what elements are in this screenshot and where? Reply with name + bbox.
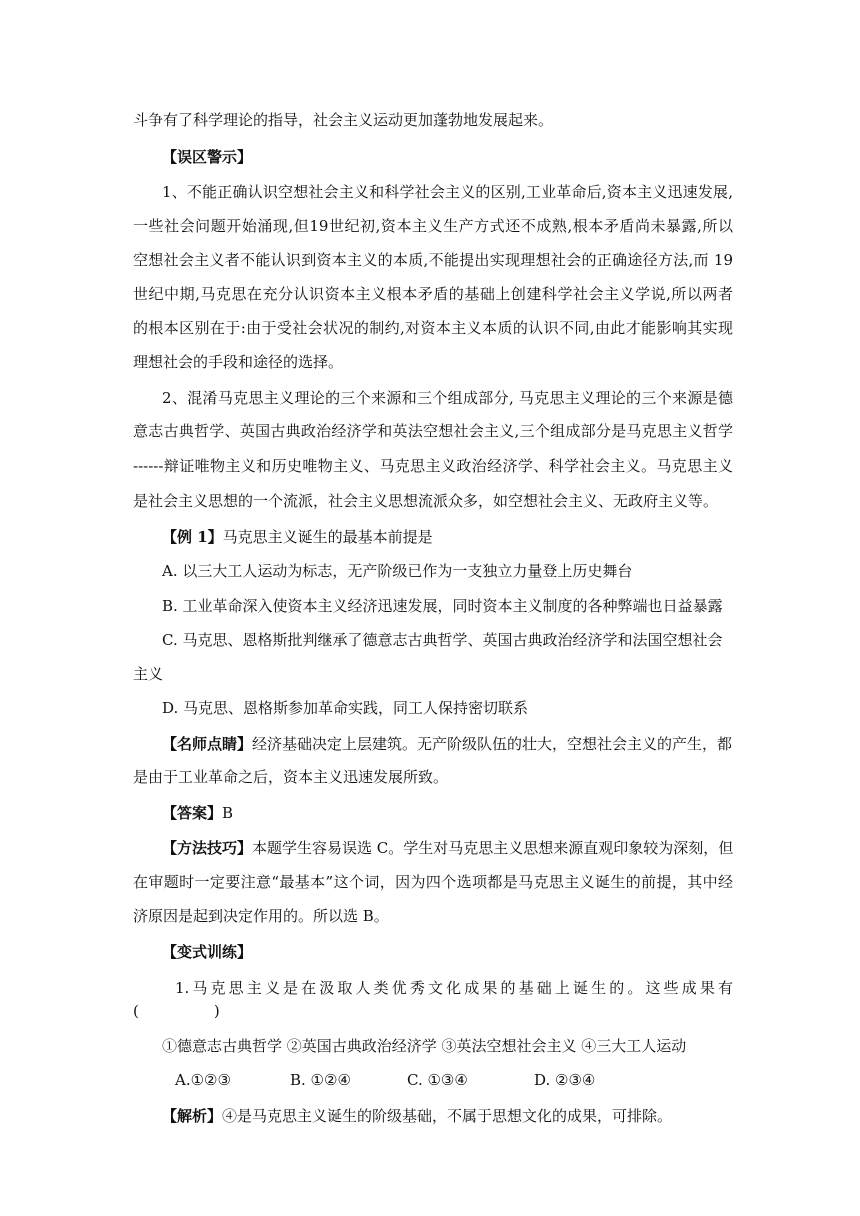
teacher-comment-line: 是由于工业革命之后，资本主义迅速发展所致。 [133,768,449,786]
teacher-comment [162,734,733,754]
method-tip [162,838,733,858]
misconception-2-line: 意志古典哲学、英国古典政治经济学和英法空想社会主义,三个组成部分是马克思主义哲学 [133,422,733,440]
option-c: C. 马克思、恩格斯批判继承了德意志古典哲学、英国古典政治经济学和法国空想社会 [162,631,723,649]
question-1-blank: ( ) [133,1002,220,1020]
analysis-text: ④是马克思主义诞生的阶级基础，不属于思想文化的成果，可排除。 [222,1107,673,1125]
option-d: D. ②③④ [534,1071,596,1089]
example-text: 马克思主义诞生的最基本前提是 [222,528,433,546]
method-tip-text: 本题学生容易误选 C。学生对马克思主义思想来源直观印象较为深刻，但 [252,839,734,857]
heading-variant-training: 【变式训练】 [162,943,253,961]
misconception-2-line: ------辩证唯物主义和历史唯物主义、马克思主义政治经济学、科学社会主义。马克思主义 [133,457,733,475]
method-tip-line: 在审题时一定要注意“最基本”这个词，因为四个选项都是马克思主义诞生的前提，其中经 [133,873,733,891]
option-b: B. 工业革命深入使资本主义经济迅速发展，同时资本主义制度的各种弊端也日益暴露 [162,597,723,615]
misconception-2-line: 是社会主义思想的一个流派，社会主义思想流派众多，如空想社会主义、无政府主义等。 [133,492,719,510]
option-c: C. ①③④ [407,1071,468,1089]
option-b: B. ①②④ [290,1071,351,1089]
analysis [162,1106,733,1126]
example-label: 【例 1】 [162,528,223,546]
misconception-1-line: 空想社会主义者不能认识到资本主义的本质,不能提出实现理想社会的正确途径方法,而 19 [133,251,733,269]
question-1-items: ①德意志古典哲学 ②英国古典政治经济学 ③英法空想社会主义 ④三大工人运动 [162,1037,687,1055]
answer-label: 【答案】 [162,804,223,822]
heading-misconception-warning: 【误区警示】 [162,148,253,166]
example-question [162,527,733,547]
option-d: D. 马克思、恩格斯参加革命实践，同工人保持密切联系 [162,699,529,717]
misconception-2-line: 2、混淆马克思主义理论的三个来源和三个组成部分, 马克思主义理论的三个来源是德 [162,389,733,407]
option-a: A. 以三大工人运动为标志，无产阶级已作为一支独立力量登上历史舞台 [162,562,633,580]
answer [162,803,733,823]
misconception-1-line: 一些社会问题开始涌现,但19世纪初,资本主义生产方式还不成熟,根本矛盾尚未暴露,所以 [133,217,733,235]
paragraph-continuation: 斗争有了科学理论的指导，社会主义运动更加蓬勃地发展起来。 [133,111,554,129]
analysis-label: 【解析】 [162,1107,223,1125]
answer-value: B [222,804,234,822]
option-a: A.①②③ [175,1071,231,1089]
method-tip-label: 【方法技巧】 [162,839,253,857]
option-c-continued: 主义 [133,665,164,683]
teacher-comment-text: 经济基础决定上层建筑。无产阶级队伍的壮大，空想社会主义的产生，都 [252,735,733,753]
misconception-1-line: 1、不能正确认识空想社会主义和科学社会主义的区别,工业革命后,资本主义迅速发展, [162,183,733,201]
teacher-comment-label: 【名师点睛】 [162,735,253,753]
misconception-1-line: 世纪中期,马克思在充分认识资本主义根本矛盾的基础上创建科学社会主义学说,所以两者 [133,285,733,303]
misconception-1-line: 理想社会的手段和途径的选择。 [133,353,344,371]
method-tip-line: 济原因是起到决定作用的。所以选 B。 [133,907,389,925]
question-1: 1.马克思主义是在汲取人类优秀文化成果的基础上诞生的。这些成果有 [175,979,733,997]
misconception-1-line: 的根本区别在于:由于受社会状况的制约,对资本主义本质的认识不同,由此才能影响其实现 [133,319,733,337]
